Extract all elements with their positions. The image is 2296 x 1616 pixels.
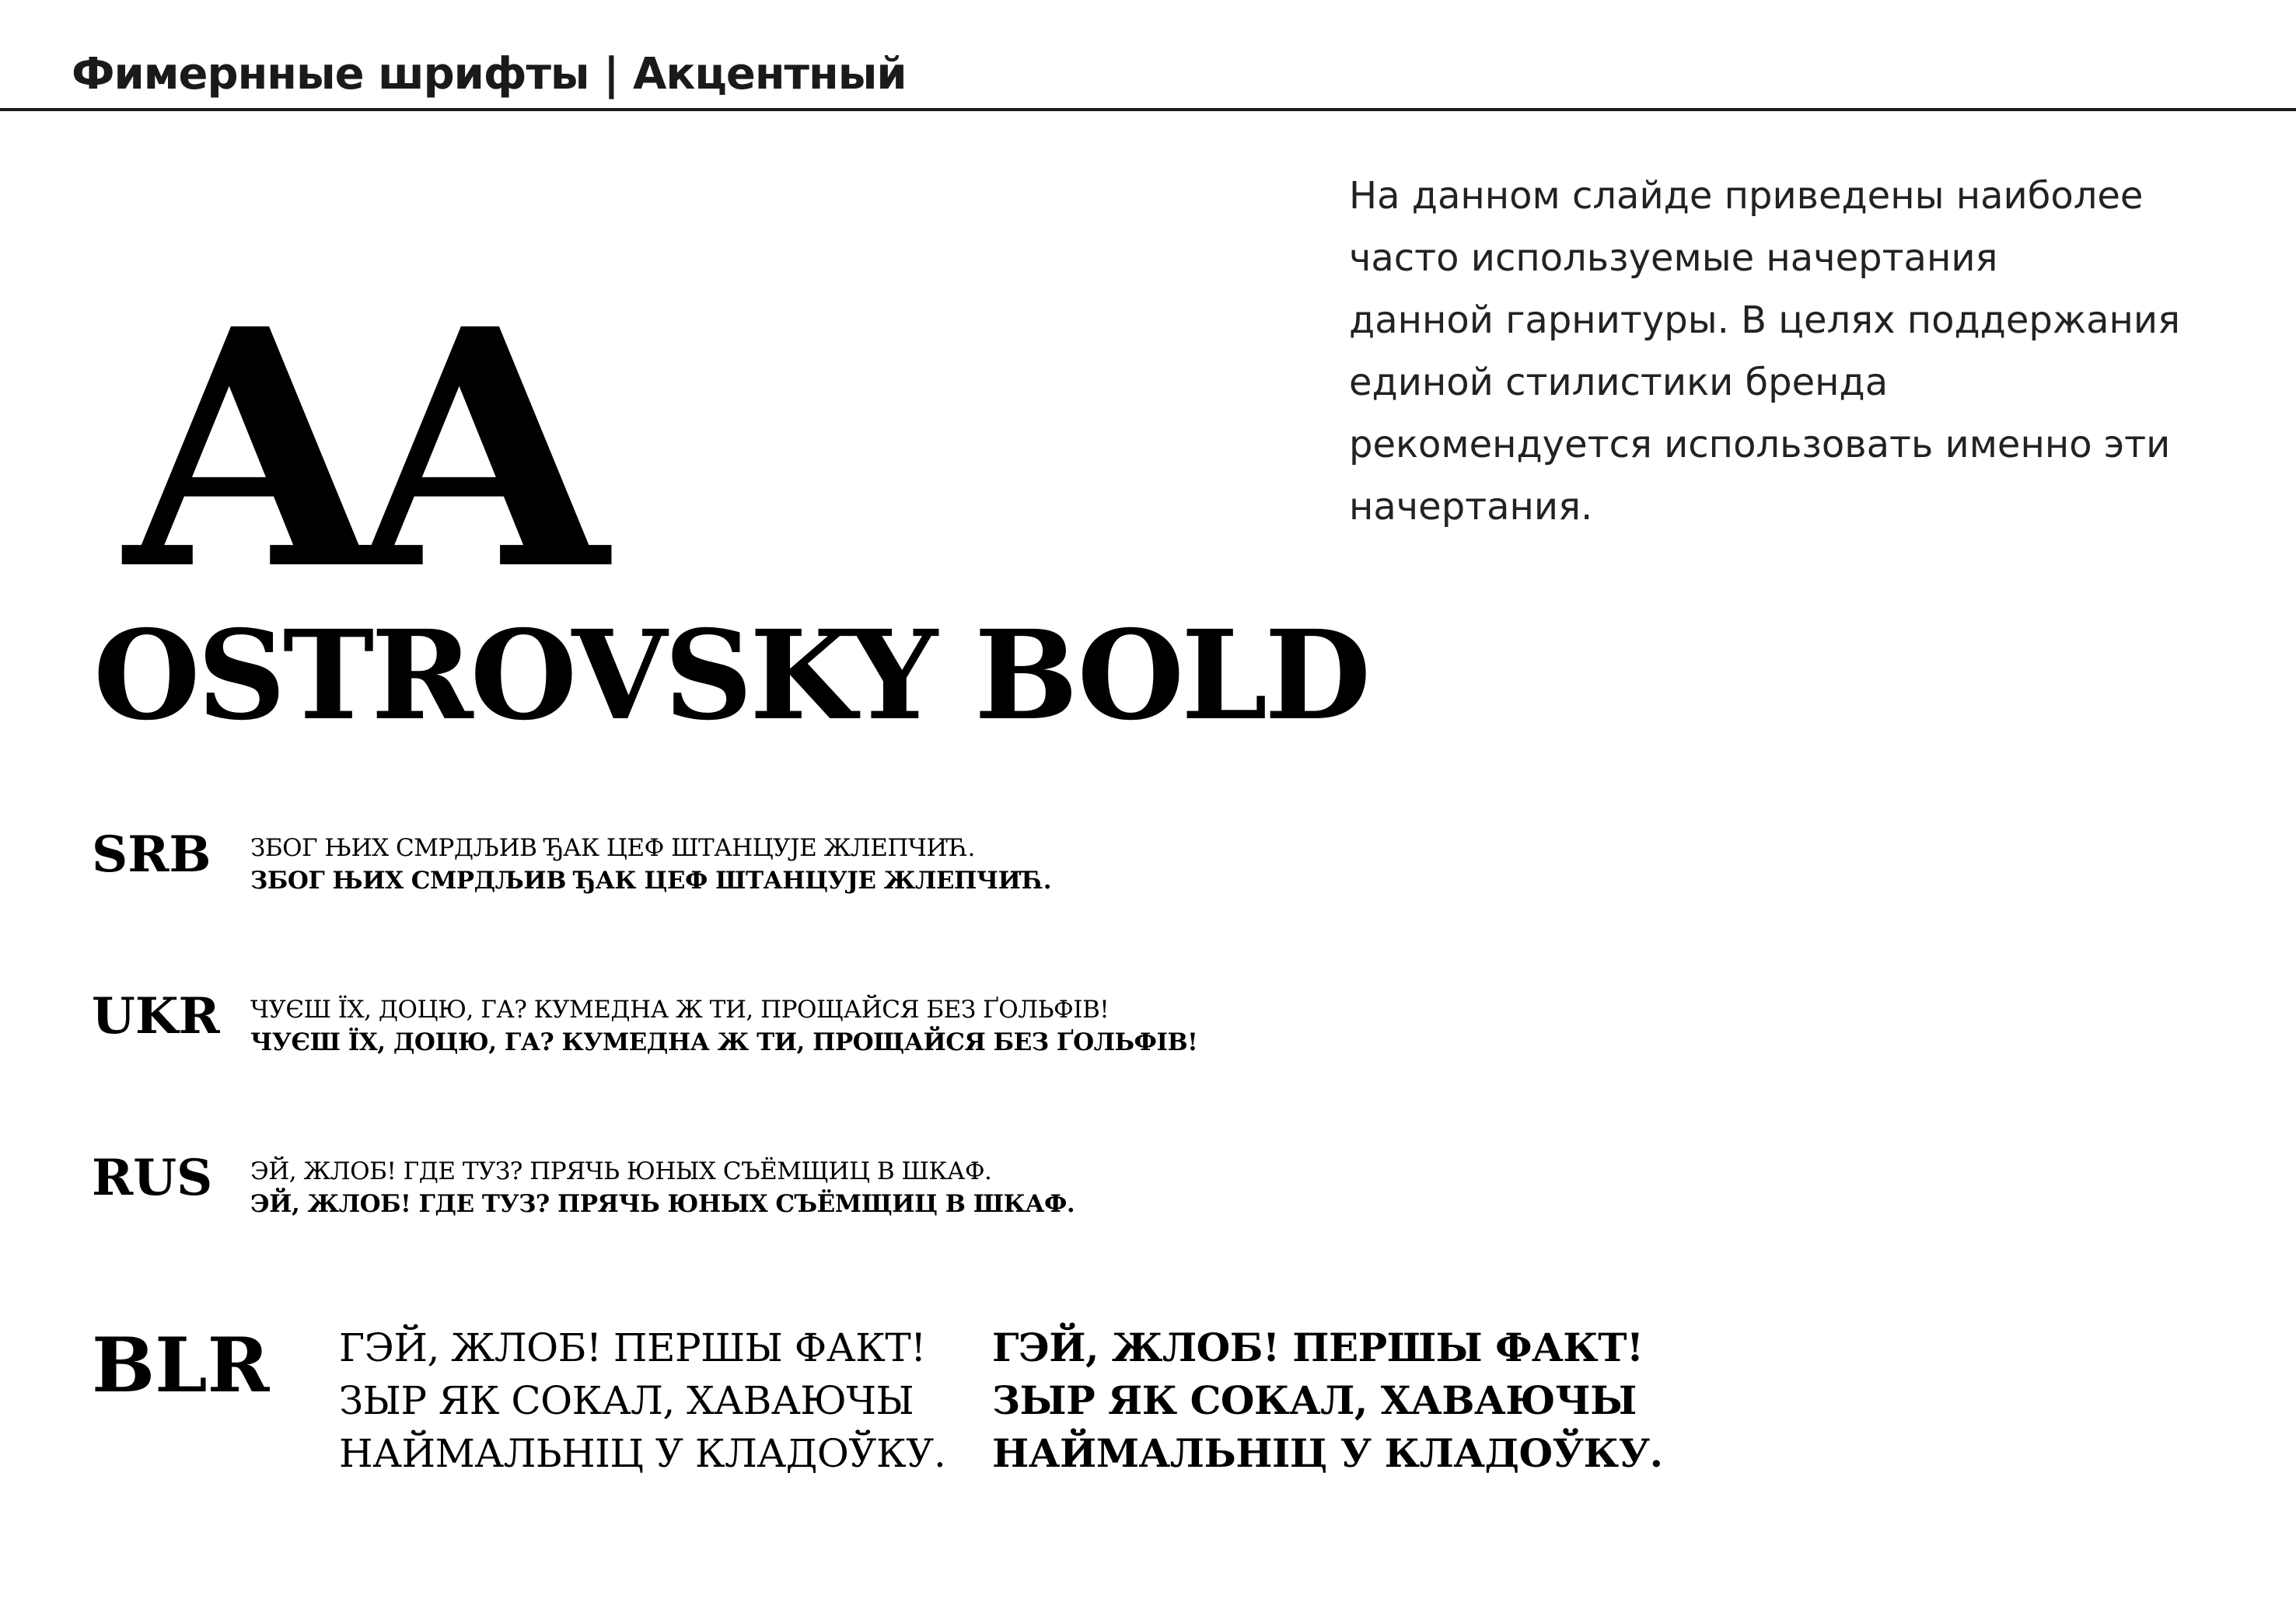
- pangram-line: ЗЫР ЯК СОКАЛ, ХАВАЮЧЫ: [992, 1377, 1637, 1423]
- description-text: [1349, 165, 2266, 538]
- pangram-line: ГЭЙ, ЖЛОБ! ПЕРШЫ ФАКТ!: [992, 1325, 1644, 1370]
- description-line: рекомендуется использовать именно эти: [1349, 423, 2171, 466]
- pangram-line: ЗЫР ЯК СОКАЛ, ХАВАЮЧЫ: [339, 1378, 914, 1423]
- pangram-regular: ЗБОГ ЊИХ СМРДЉИВ ЂАК ЦЕФ ШТАНЦУЈЕ ЖЛЕПЧИЋ.: [250, 834, 975, 862]
- pangram-line: НАЙМАЛЬНІЦ У КЛАДОЎКУ.: [992, 1430, 1663, 1476]
- pangram-bold: ЭЙ, ЖЛОБ! ГДЕ ТУЗ? ПРЯЧЬ ЮНЫХ СЪЁМЩИЦ В ШКАФ.: [250, 1190, 1075, 1218]
- pangram-line: НАЙМАЛЬНІЦ У КЛАДОЎКУ.: [339, 1431, 946, 1476]
- language-code: BLR: [92, 1321, 270, 1409]
- description-line: начертания.: [1349, 485, 1593, 529]
- pangram-sample: [250, 993, 1197, 1059]
- page-title: Фимернные шрифты | Акцентный: [72, 49, 907, 99]
- pangram-regular: ЧУЄШ ЇХ, ДОЦЮ, ГА? КУМЕДНА Ж ТИ, ПРОЩАЙСЯ БЕЗ ҐОЛЬФІВ!: [250, 996, 1110, 1024]
- language-code: SRB: [92, 825, 211, 884]
- pangram-regular: ЭЙ, ЖЛОБ! ГДЕ ТУЗ? ПРЯЧЬ ЮНЫХ СЪЁМЩИЦ В ШКАФ.: [250, 1157, 992, 1185]
- pangram-sample: [250, 1155, 1075, 1220]
- description-line: часто используемые начертания: [1349, 236, 1998, 280]
- description-line: На данном слайде приведены наиболее: [1349, 174, 2144, 218]
- language-code: UKR: [92, 987, 220, 1045]
- header-divider: [0, 108, 2296, 111]
- pangram-bold-block: [992, 1321, 1663, 1480]
- pangram-sample: [250, 832, 1051, 897]
- pangram-regular-block: [339, 1321, 945, 1480]
- glyph-specimen: AA: [124, 259, 585, 642]
- language-code: RUS: [92, 1149, 213, 1207]
- description-line: единой стилистики бренда: [1349, 361, 1889, 404]
- pangram-bold: ЧУЄШ ЇХ, ДОЦЮ, ГА? КУМЕДНА Ж ТИ, ПРОЩАЙСЯ БЕЗ ҐОЛЬФІВ!: [250, 1028, 1198, 1056]
- description-line: данной гарнитуры. В целях поддержания: [1349, 298, 2180, 342]
- font-name-heading: OSTROVSKY BOLD: [93, 604, 1368, 748]
- pangram-line: ГЭЙ, ЖЛОБ! ПЕРШЫ ФАКТ!: [339, 1325, 926, 1370]
- pangram-bold: ЗБОГ ЊИХ СМРДЉИВ ЂАК ЦЕФ ШТАНЦУЈЕ ЖЛЕПЧИЋ.: [250, 867, 1052, 895]
